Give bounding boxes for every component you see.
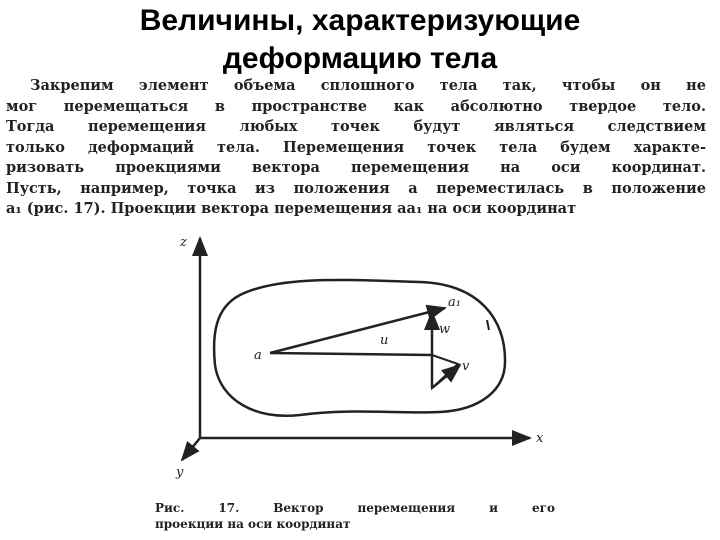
label-u: u — [380, 333, 389, 348]
projection-triangle — [432, 355, 458, 388]
slide-title-line-1: Величины, характеризующие — [139, 4, 581, 37]
projection-line — [270, 353, 432, 355]
displacement-figure — [160, 220, 580, 510]
paragraph-line: ризовать проекциями вектора перемещения на оси координат. — [6, 159, 706, 176]
caption-line: Рис. 17. Вектор перемещения и его — [155, 501, 555, 515]
caption-line: проекции на оси координат — [155, 517, 351, 531]
label-a: a — [254, 348, 262, 363]
label-v: v — [462, 359, 470, 374]
label-a1: a₁ — [448, 295, 461, 310]
tick-mark — [487, 320, 489, 330]
figure-svg — [160, 220, 580, 510]
label-w: w — [439, 322, 451, 337]
slide-title — [0, 2, 720, 78]
paragraph-line: a₁ (рис. 17). Проекции вектора перемещения aa₁ на оси координат — [6, 200, 577, 217]
vector-u — [270, 308, 445, 353]
label-y: y — [176, 465, 184, 480]
paragraph-line: Пусть, например, точка из положения a переместилась в положение — [6, 179, 706, 197]
paragraph-line: Тогда перемещения любых точек будут являться следствием — [6, 118, 706, 135]
slide-title-line-2: деформацию тела — [222, 42, 498, 75]
paragraph-line: Закрепим элемент объема сплошного тела так, чтобы он не — [30, 77, 706, 94]
scanned-paragraph — [6, 76, 706, 220]
y-axis — [182, 438, 200, 460]
label-z: z — [180, 235, 187, 250]
paragraph-line: только деформаций тела. Перемещения точек тела будем характе- — [6, 138, 706, 156]
paragraph-line: мог перемещаться в пространстве как абсолютно твердое тело. — [6, 97, 706, 115]
figure-caption — [155, 500, 555, 532]
label-x: x — [536, 431, 544, 446]
